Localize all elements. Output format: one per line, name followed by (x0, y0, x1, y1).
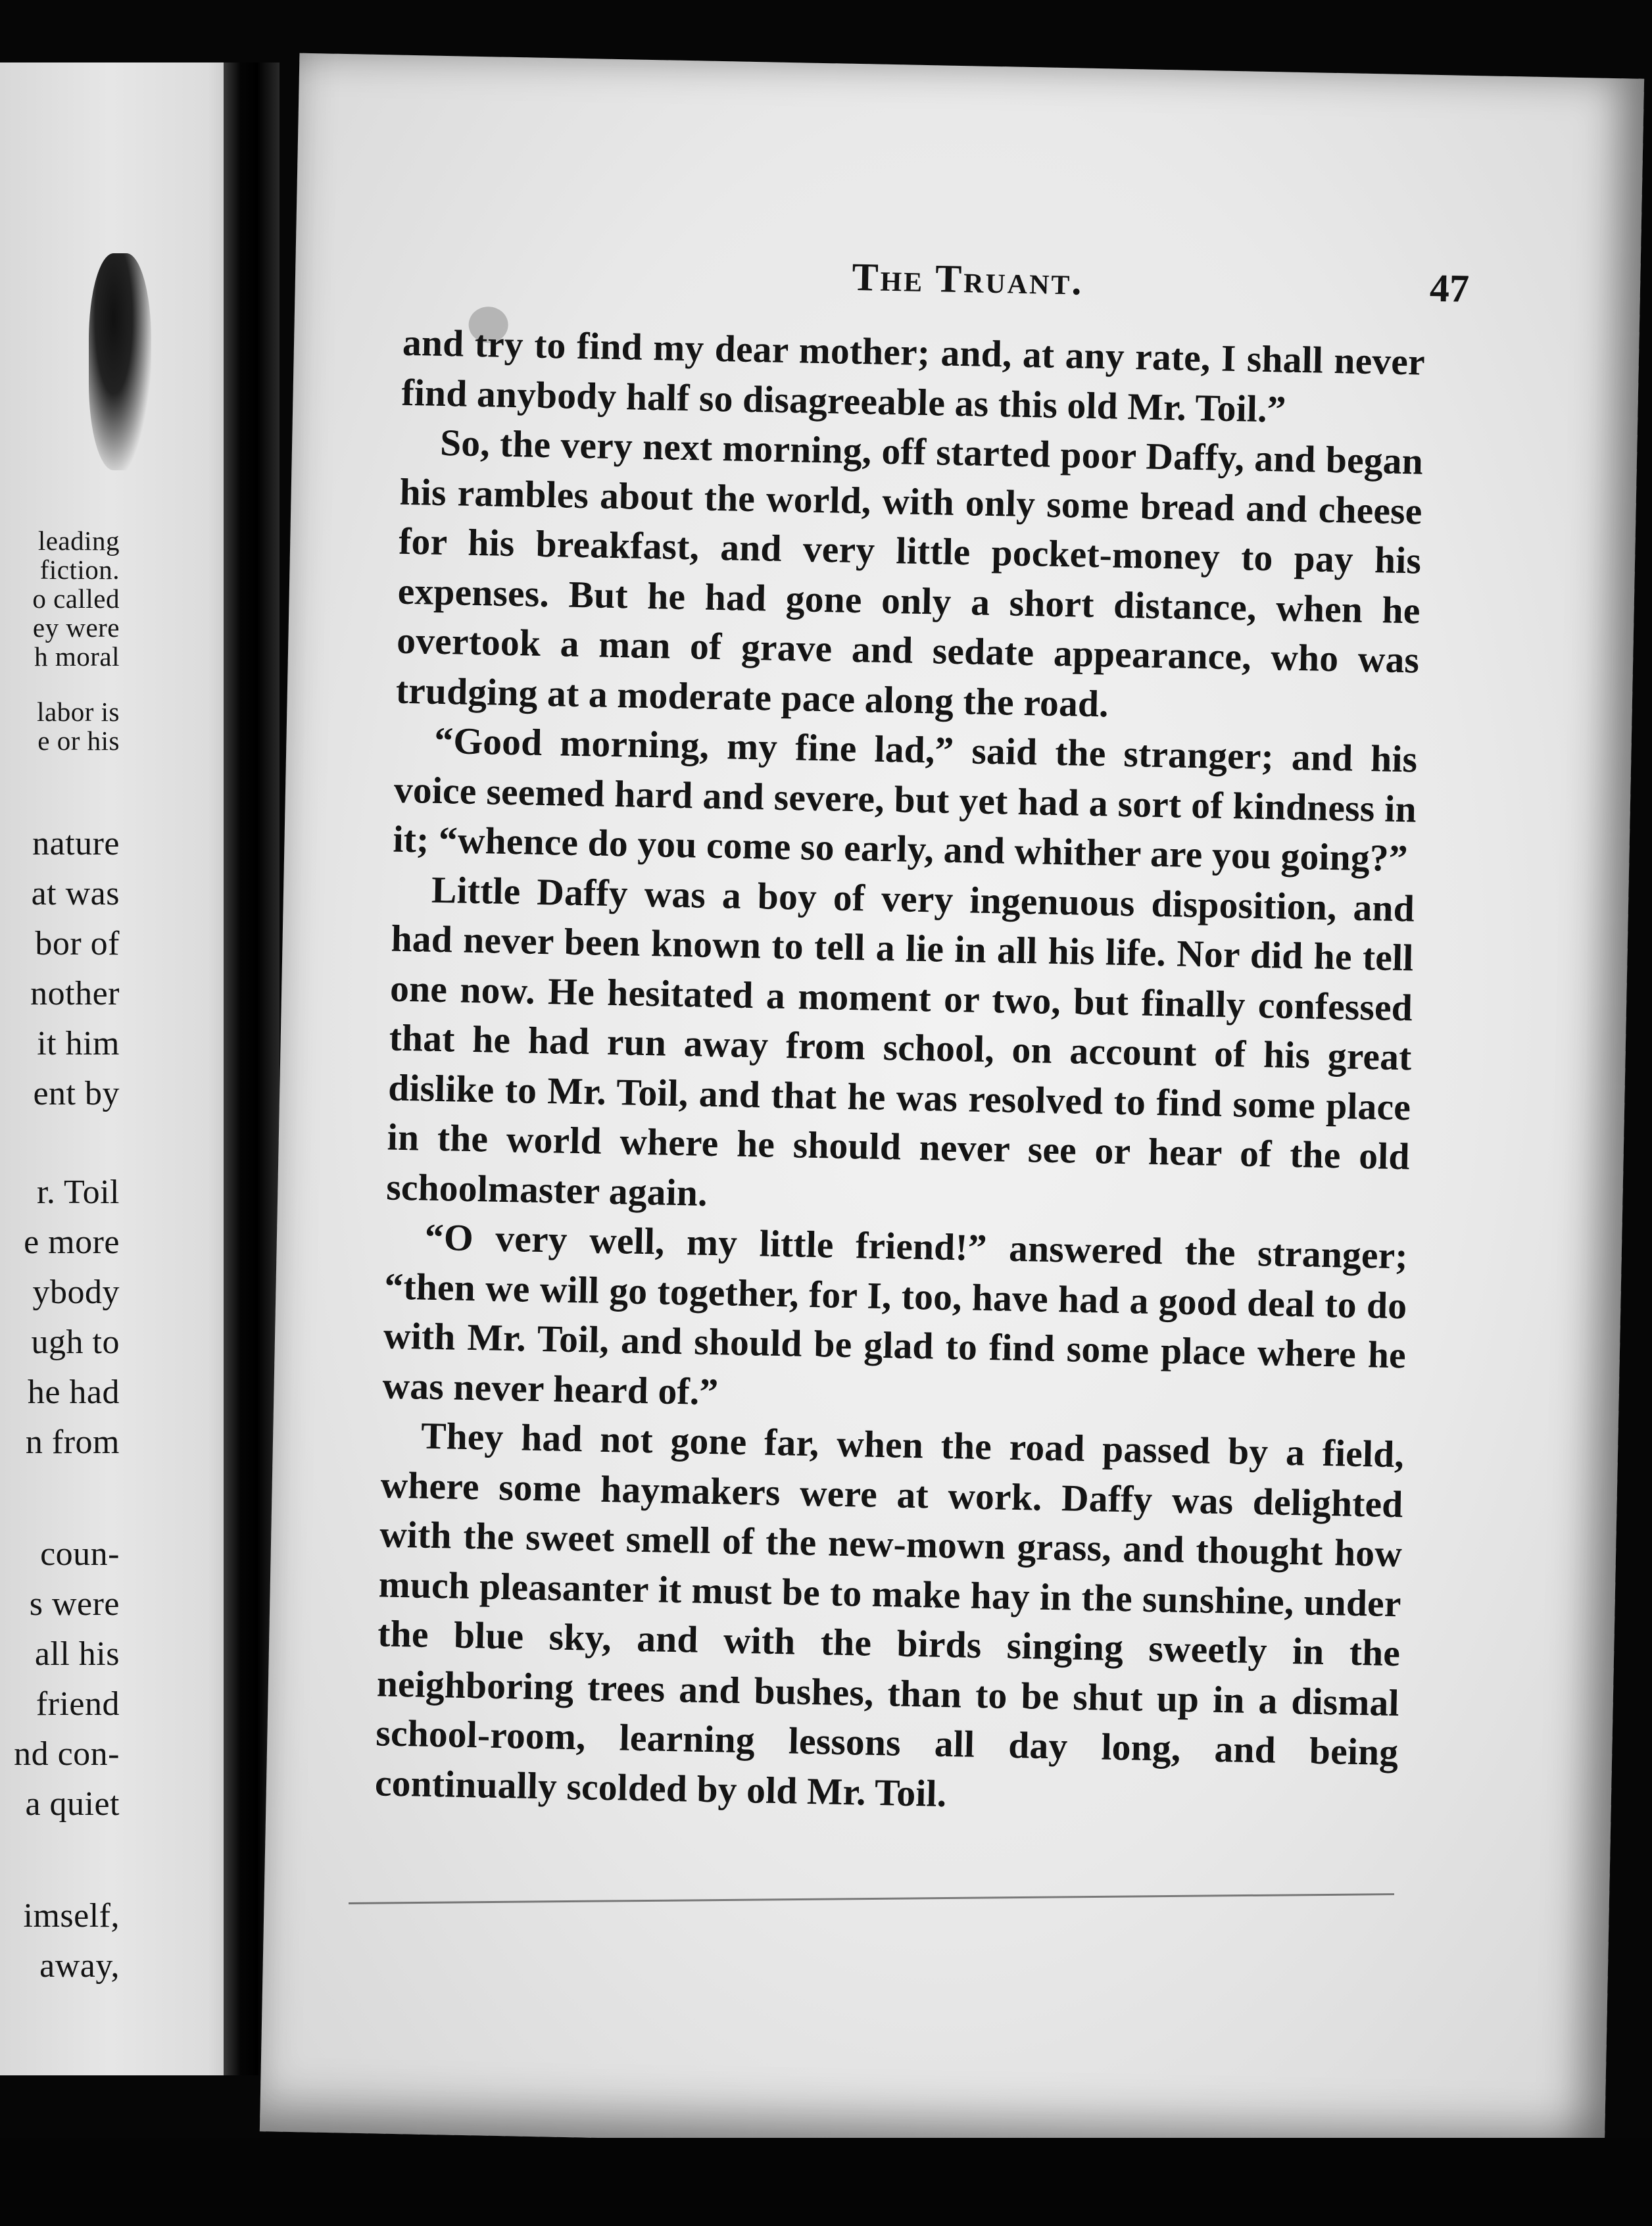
left-line: e more (24, 1224, 120, 1261)
previous-page-fragment (0, 62, 245, 2075)
left-line: he had (27, 1373, 120, 1411)
paragraph: They had not gone far, when the road passed by a field, where some haymakers were at work. Daffy was delighted with the sweet smell of the new-mown grass, and thought how much pleasanter it must be to make hay in the sunshine, under the blue sky, and with the birds singing sweetly in the neighboring trees and bushes, than to be shut up in a dismal school-room, learning lessons all day long, and being continually scolded by old Mr. Toil. (374, 1415, 1405, 1815)
left-line: o called (32, 583, 120, 614)
paragraph: So, the very next morning, off started poor Daffy, and began his rambles about the world, with only some bread and cheese for his breakfast, and very little pocket-money to pay his expenses. But he had gone only a short distance, when he overtook a man of grave and sedate appearance, who was trudging at a moderate pace along the road. (395, 422, 1424, 725)
left-line: it him (37, 1025, 120, 1062)
book-page (260, 53, 1644, 2158)
scan-border (0, 2138, 1652, 2226)
left-line: h moral (34, 641, 120, 672)
left-line: at was (31, 875, 120, 912)
left-line: friend (36, 1685, 120, 1723)
left-line: n from (25, 1423, 120, 1461)
left-line: ybody (32, 1274, 120, 1311)
left-line: nature (32, 825, 120, 862)
left-line: all his (34, 1635, 120, 1673)
left-line: imself, (23, 1897, 120, 1935)
ink-blot (89, 253, 151, 470)
paragraph: and try to find my dear mother; and, at any rate, I shall never find anybody half so disagreeable as this old Mr. Toil.” (401, 322, 1426, 431)
left-line: nd con- (14, 1735, 120, 1773)
page-number: 47 (1429, 266, 1470, 310)
paragraph: Little Daffy was a boy of very ingenuous disposition, and had never been known to tell a lie in all his life. Nor did he tell one now. He hesitated a moment or two, but finally confessed that he had run away from school, on account of his great dislike to Mr. Toil, and that he was resolved to find some place in the world where he should never see or hear of the old schoolmaster again. (385, 869, 1415, 1214)
left-line: bor of (35, 925, 120, 962)
paragraph: “Good morning, my fine lad,” said the stranger; and his voice seemed hard and severe, but yet had a sort of kindness in it; “whence do you come so early, and whither are you going?” (392, 720, 1418, 880)
left-line: labor is (37, 697, 120, 727)
left-line: ent by (33, 1075, 120, 1112)
left-line: leading (37, 526, 120, 556)
paragraph: “O very well, my little friend!” answered the stranger; “then we will go together, for I, too, have had a good deal to do with Mr. Toil, and should be glad to find some place where he was never heard of.” (382, 1216, 1409, 1413)
left-line: s were (29, 1585, 120, 1623)
left-line: r. Toil (36, 1174, 120, 1211)
page-body (374, 318, 1425, 1827)
left-line: e or his (37, 726, 120, 756)
left-line: ey were (32, 612, 120, 643)
left-line: ugh to (31, 1323, 120, 1361)
left-line: coun- (40, 1535, 120, 1573)
left-line: a quiet (25, 1785, 120, 1823)
left-line: away, (39, 1947, 120, 1985)
running-head: The Truant. (852, 255, 1084, 303)
left-line: fiction. (39, 555, 120, 585)
left-line: nother (30, 975, 120, 1012)
